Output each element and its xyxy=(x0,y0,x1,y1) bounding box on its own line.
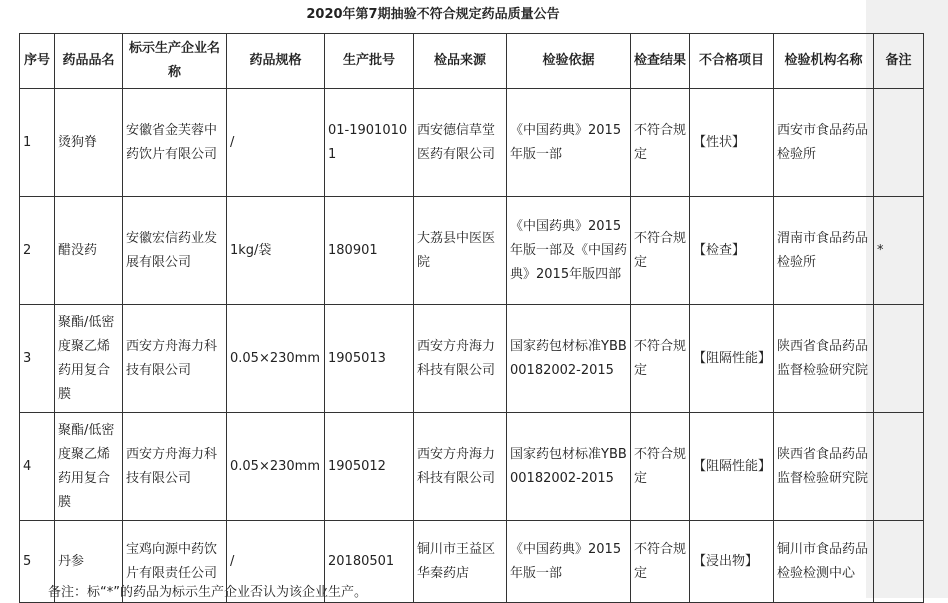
cell-agency: 渭南市食品药品检验所 xyxy=(774,197,874,305)
cell-result: 不符合规定 xyxy=(631,197,690,305)
header-cell: 检品来源 xyxy=(414,34,507,89)
cell-spec: / xyxy=(227,89,325,197)
cell-batch: 01-19010101 xyxy=(325,89,414,197)
header-cell: 检查结果 xyxy=(631,34,690,89)
header-cell: 检验依据 xyxy=(507,34,631,89)
cell-batch: 1905013 xyxy=(325,305,414,413)
cell-source: 大荔县中医医院 xyxy=(414,197,507,305)
cell-spec: / xyxy=(227,521,325,603)
cell-manufacturer: 西安方舟海力科技有限公司 xyxy=(123,305,227,413)
cell-agency: 陕西省食品药品监督检验研究院 xyxy=(774,305,874,413)
cell-batch: 180901 xyxy=(325,197,414,305)
cell-spec: 0.05×230mm xyxy=(227,305,325,413)
header-cell: 药品规格 xyxy=(227,34,325,89)
header-cell: 生产批号 xyxy=(325,34,414,89)
page-title: 2020年第7期抽验不符合规定药品质量公告 xyxy=(306,7,560,22)
cell-manufacturer: 西安方舟海力科技有限公司 xyxy=(123,413,227,521)
cell-spec: 1kg/袋 xyxy=(227,197,325,305)
cell-agency: 陕西省食品药品监督检验研究院 xyxy=(774,413,874,521)
cell-agency: 西安市食品药品检验所 xyxy=(774,89,874,197)
header-cell: 不合格项目 xyxy=(690,34,774,89)
cell-failed-item: 【阻隔性能】 xyxy=(690,305,774,413)
cell-manufacturer: 宝鸡向源中药饮片有限责任公司 xyxy=(123,521,227,603)
cell-result: 不符合规定 xyxy=(631,413,690,521)
cell-index: 3 xyxy=(20,305,55,413)
cell-basis: 国家药包材标准YBB00182002-2015 xyxy=(507,413,631,521)
cell-result: 不符合规定 xyxy=(631,89,690,197)
cell-remark xyxy=(874,305,924,413)
cell-basis: 《中国药典》2015年版一部 xyxy=(507,89,631,197)
cell-failed-item: 【阻隔性能】 xyxy=(690,413,774,521)
footnote: 备注：标“*”的药品为标示生产企业否认为该企业生产。 xyxy=(48,585,367,600)
cell-index: 5 xyxy=(20,521,55,603)
cell-source: 铜川市王益区华秦药店 xyxy=(414,521,507,603)
cell-failed-item: 【性状】 xyxy=(690,89,774,197)
table-header-row xyxy=(20,34,924,89)
cell-drug-name: 烫狗脊 xyxy=(55,89,123,197)
cell-manufacturer: 安徽宏信药业发展有限公司 xyxy=(123,197,227,305)
quality-notice-table xyxy=(19,33,924,603)
cell-remark xyxy=(874,521,924,603)
cell-result: 不符合规定 xyxy=(631,305,690,413)
cell-basis: 《中国药典》2015年版一部 xyxy=(507,521,631,603)
cell-basis: 国家药包材标准YBB00182002-2015 xyxy=(507,305,631,413)
cell-index: 1 xyxy=(20,89,55,197)
cell-source: 西安方舟海力科技有限公司 xyxy=(414,305,507,413)
header-cell: 药品品名 xyxy=(55,34,123,89)
cell-result: 不符合规定 xyxy=(631,521,690,603)
cell-drug-name: 聚酯/低密度聚乙烯药用复合膜 xyxy=(55,305,123,413)
cell-batch: 20180501 xyxy=(325,521,414,603)
table-row xyxy=(20,413,924,521)
cell-drug-name: 聚酯/低密度聚乙烯药用复合膜 xyxy=(55,413,123,521)
cell-drug-name: 醋没药 xyxy=(55,197,123,305)
cell-batch: 1905012 xyxy=(325,413,414,521)
cell-manufacturer: 安徽省金芙蓉中药饮片有限公司 xyxy=(123,89,227,197)
cell-remark xyxy=(874,413,924,521)
header-cell: 标示生产企业名称 xyxy=(123,34,227,89)
header-cell: 序号 xyxy=(20,34,55,89)
cell-index: 2 xyxy=(20,197,55,305)
table-row xyxy=(20,89,924,197)
table-row xyxy=(20,305,924,413)
cell-spec: 0.05×230mm xyxy=(227,413,325,521)
cell-remark xyxy=(874,89,924,197)
cell-failed-item: 【检查】 xyxy=(690,197,774,305)
cell-index: 4 xyxy=(20,413,55,521)
header-cell: 备注 xyxy=(874,34,924,89)
cell-basis: 《中国药典》2015年版一部及《中国药典》2015年版四部 xyxy=(507,197,631,305)
cell-source: 西安方舟海力科技有限公司 xyxy=(414,413,507,521)
cell-failed-item: 【浸出物】 xyxy=(690,521,774,603)
cell-agency: 铜川市食品药品检验检测中心 xyxy=(774,521,874,603)
header-cell: 检验机构名称 xyxy=(774,34,874,89)
table-row xyxy=(20,197,924,305)
cell-remark: * xyxy=(874,197,924,305)
cell-drug-name: 丹参 xyxy=(55,521,123,603)
cell-source: 西安德信草堂医药有限公司 xyxy=(414,89,507,197)
